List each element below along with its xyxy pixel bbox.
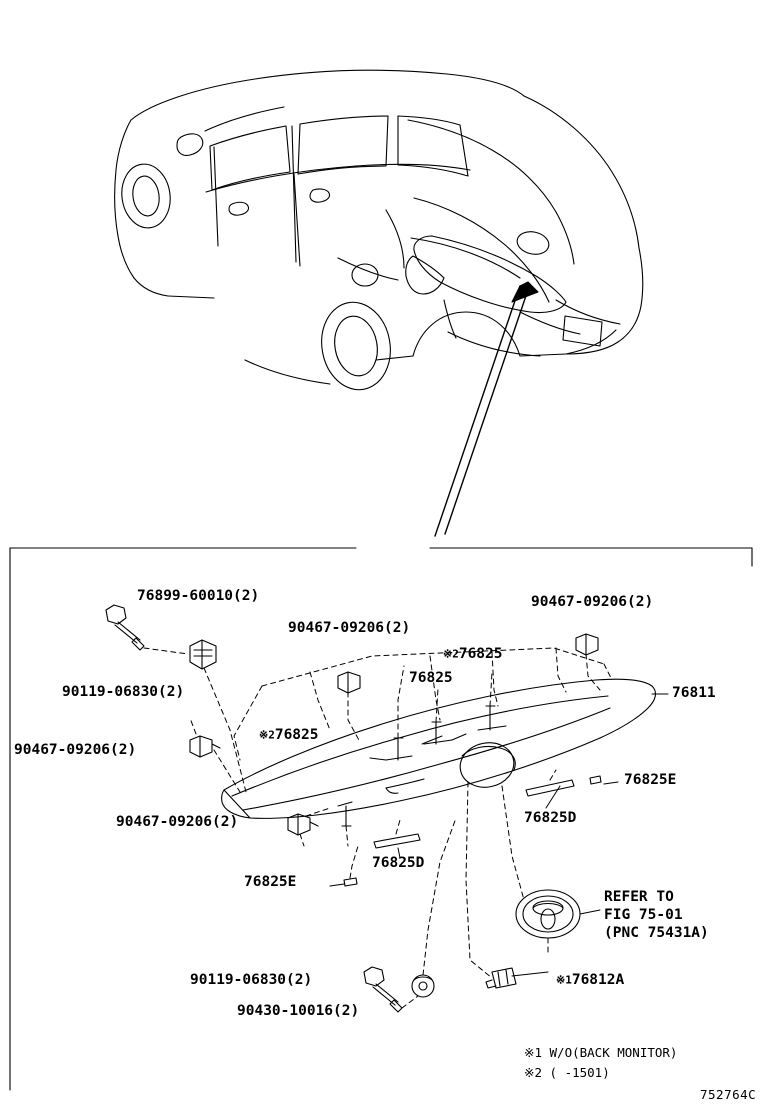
- refer-to-note: [604, 888, 709, 942]
- dash-90467-b2: [300, 834, 304, 846]
- mark2-icon: ※2: [259, 728, 275, 742]
- leader-76812a: [512, 972, 548, 976]
- grommet-90467-d: [576, 634, 598, 655]
- car-illustration: [115, 70, 643, 395]
- garnish-panel-76811: [222, 679, 656, 818]
- dash-tape-d-right: [550, 770, 556, 780]
- label-76899-60010: 76899-60010(2): [137, 588, 260, 604]
- leader-76825e-left: [330, 884, 344, 886]
- label-90467-09206-left: 90467-09206(2): [14, 742, 137, 758]
- label-76811: 76811: [672, 685, 716, 701]
- label-76825-left-marked: ※276825: [259, 727, 319, 743]
- leader-76825e-right: [604, 782, 618, 784]
- label-76825e-right: 76825E: [624, 772, 677, 788]
- bolt-90119-bottom: [364, 967, 402, 1012]
- leader-76825d-right: [546, 786, 560, 808]
- dash-bolt-washer: [402, 996, 418, 1008]
- grommet-90467-c: [338, 672, 360, 693]
- label-90467-09206-top: 90467-09206(2): [288, 620, 411, 636]
- label-76825e-left: 76825E: [244, 874, 297, 890]
- label-90467-09206-topright: 90467-09206(2): [531, 594, 654, 610]
- dash-90467-d: [586, 654, 600, 690]
- dash-clip1: [398, 666, 404, 738]
- dash-clip4: [346, 826, 348, 846]
- dash-tape-d-left: [396, 820, 400, 834]
- dash-90467-a-up: [190, 718, 196, 734]
- dash-washer-up: [423, 818, 456, 975]
- leader-76825-b: [452, 734, 466, 740]
- tape-76825d-right: [526, 780, 574, 796]
- mark1-icon: ※1: [556, 973, 572, 987]
- refer-line-2: FIG 75-01: [604, 907, 683, 924]
- dash-panel-top-right: [604, 664, 612, 680]
- grommet-90467-a: [190, 736, 220, 757]
- footnote-1: ※1 W/O(BACK MONITOR): [524, 1045, 678, 1060]
- label-76812a: ※176812A: [556, 972, 625, 988]
- footnote-2: ※2 ( -1501): [524, 1065, 610, 1080]
- leader-76825-c: [370, 758, 386, 760]
- dash-panel-top-left: [234, 686, 262, 760]
- clip-76812a: [486, 968, 516, 988]
- refer-line-1: REFER TO: [604, 889, 674, 905]
- label-76825d-left: 76825D: [372, 855, 425, 871]
- dash-bolt-to-clip: [144, 648, 188, 654]
- dash-76899: [204, 668, 246, 792]
- label-76825d-right: 76825D: [524, 810, 577, 826]
- dash-panel-inner-1: [310, 672, 330, 730]
- figure-code: 752764C: [700, 1087, 757, 1102]
- label-76825-upper-marked: ※276825: [443, 646, 503, 662]
- label-90430-10016: 90430-10016(2): [237, 1003, 360, 1019]
- dash-panel-inner-4: [556, 648, 566, 692]
- dash-90467-a-down: [214, 750, 240, 792]
- refer-line-3: (PNC 75431A): [604, 925, 709, 942]
- leader-emblem-refer: [580, 910, 600, 914]
- clip-76899: [190, 640, 216, 669]
- bolt-90119-top: [106, 605, 144, 650]
- dash-clip3: [490, 672, 492, 706]
- callout-arrow: [435, 282, 538, 536]
- tape-76825e-right: [590, 776, 601, 784]
- label-90119-06830-top: 90119-06830(2): [62, 684, 185, 700]
- dash-hole-to-clip: [466, 782, 492, 978]
- label-90119-06830-bottom: 90119-06830(2): [190, 972, 313, 988]
- mark2-icon: ※2: [443, 647, 459, 661]
- tape-76825d-left: [374, 834, 420, 848]
- washer-90430: [412, 975, 434, 997]
- dash-panel-inner-2: [430, 656, 440, 720]
- toyota-emblem: [516, 890, 580, 938]
- label-90467-09206-lowerleft: 90467-09206(2): [116, 814, 239, 830]
- label-76825-mid: 76825: [409, 670, 453, 686]
- dash-tape-e-left: [350, 846, 358, 878]
- dash-hole-to-emblem: [502, 786, 524, 900]
- tape-76825e-left: [344, 878, 357, 886]
